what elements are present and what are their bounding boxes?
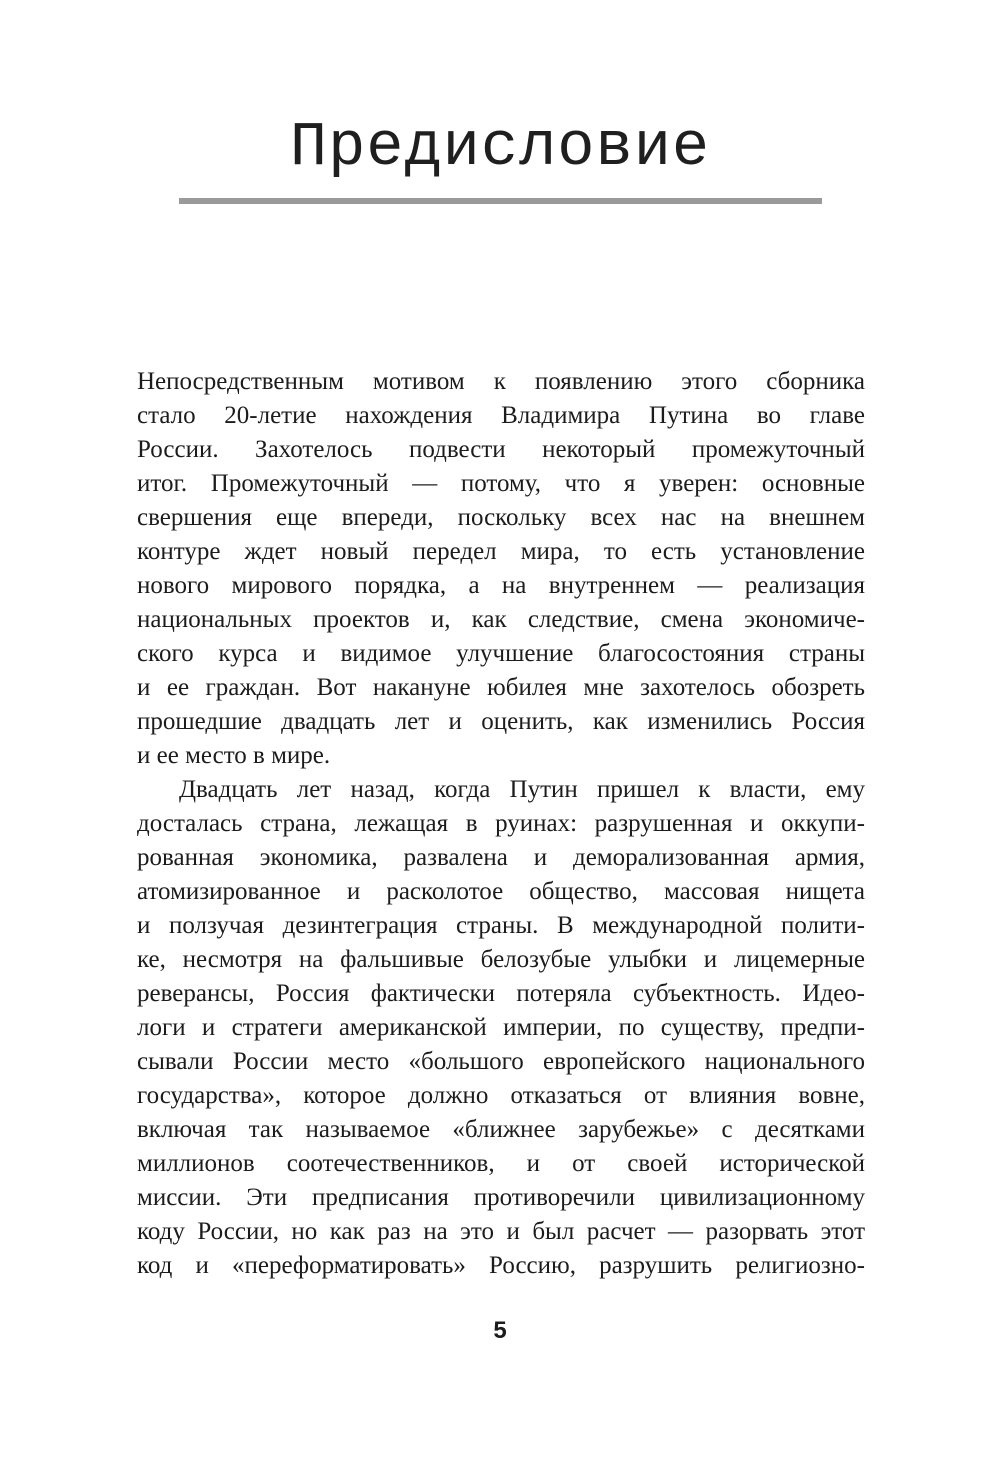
text-line: миллионов соотечественников, и от своей исторической (137, 1150, 865, 1177)
paragraph-2 (137, 773, 865, 1283)
text-line: и ее место в мире. (137, 742, 331, 769)
text-line: и ползучая дезинтеграция страны. В международной полити- (137, 912, 865, 939)
text-line: свершения еще впереди, поскольку всех нас на внешнем (137, 504, 865, 531)
text-line: прошедшие двадцать лет и оценить, как изменились Россия (137, 708, 865, 735)
text-line: ке, несмотря на фальшивые белозубые улыбки и лицемерные (137, 946, 865, 973)
text-line: национальных проектов и, как следствие, смена экономиче- (137, 606, 865, 633)
text-line: Двадцать лет назад, когда Путин пришел к власти, ему (179, 776, 865, 803)
text-line: сывали России место «большого европейского национального (137, 1048, 865, 1075)
paragraph-1 (137, 365, 865, 773)
body-text (137, 365, 865, 1283)
text-line: ского курса и видимое улучшение благосостояния страны (137, 640, 865, 667)
page-number: 5 (493, 1317, 507, 1344)
text-line: код и «переформатировать» Россию, разрушить религиозно- (137, 1252, 865, 1279)
text-line: стало 20-летие нахождения Владимира Путина во главе (137, 402, 865, 429)
page-title: Предисловие (289, 112, 711, 183)
text-line: логи и стратеги американской империи, по существу, предпи- (137, 1014, 865, 1041)
text-line: итог. Промежуточный — потому, что я уверен: основные (137, 470, 865, 497)
text-line: и ее граждан. Вот накануне юбилея мне захотелось обозреть (137, 674, 865, 701)
text-line: Непосредственным мотивом к появлению этого сборника (137, 368, 865, 395)
text-line: коду России, но как раз на это и был расчет — разорвать этот (137, 1218, 865, 1245)
text-line: России. Захотелось подвести некоторый промежуточный (137, 436, 865, 463)
text-line: государства», которое должно отказаться от влияния вовне, (137, 1082, 865, 1109)
text-line: атомизированное и расколотое общество, массовая нищета (137, 878, 865, 905)
text-line: включая так называемое «ближнее зарубежье» с десятками (137, 1116, 865, 1143)
text-line: контуре ждет новый передел мира, то есть установление (137, 538, 865, 565)
text-line: реверансы, Россия фактически потеряла субъектность. Идео- (137, 980, 865, 1007)
text-line: досталась страна, лежащая в руинах: разрушенная и оккупи- (137, 810, 865, 837)
title-divider (179, 198, 822, 204)
text-line: рованная экономика, развалена и деморализованная армия, (137, 844, 865, 871)
text-line: нового мирового порядка, а на внутреннем — реализация (137, 572, 865, 599)
text-line: миссии. Эти предписания противоречили цивилизационному (137, 1184, 865, 1211)
